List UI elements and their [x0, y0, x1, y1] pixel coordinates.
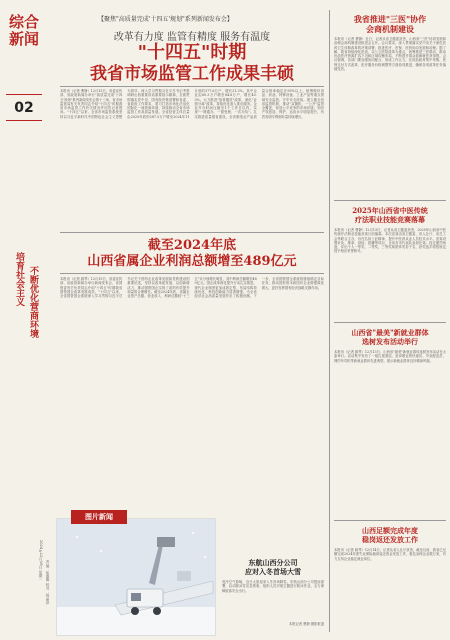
photo-caption: 受冷空气影响，近日太原迎来入冬首场降雪。东航山西分公司提前部署，启动除冰雪应急预案，组织人员对航空器进行除冰作业，全力保障旅客安全出行。: [222, 580, 324, 593]
photo-title-line1: 东航山西分公司: [248, 558, 298, 567]
right-story-3-title-line1: 山西省"最美"新就业群体: [351, 328, 429, 337]
feature-headline-line1: 截至2024年底: [147, 238, 237, 253]
right-story-1-title-line1: 我省推进"三医"协作: [353, 14, 427, 24]
story-divider: [334, 520, 446, 521]
right-story-2-title-line2: 疗法职业技能竞赛落幕: [355, 215, 425, 224]
snow-scene-image: [57, 519, 216, 636]
lead-headline-line2: 我省市场监管工作成果丰硕: [90, 64, 294, 84]
feature-divider: [60, 273, 324, 274]
right-story-4-title-line1: 山西足额完成年度: [362, 526, 418, 535]
lead-body: 本报讯（记者 曹静）12月15日，省委宣传部、省政府新闻办举行"高质量完成'十四五'规划"系列新闻发布会第十三场，省市场监管局有关负责同志介绍"十四五"时期我省市场监管工作有关情况并回答记者提问。"十四五"以来，全省市场监管系统坚持以习近平新时代中国特色社会主义思想为指导，深入学习贯彻习近平总书记考察调研山西重要讲话重要指示精神，全面贯彻落实党中央、国务院决策部署和省委、省政府工作要求，着力打造市场化法治化国际化一流营商环境，持续推动全省市场监管工作高质量发展。全省经营主体总量由2020年底的287.5万户增至2024年11月底的377.6万户，增长31.3%。其中企业由60.3万户增至84.6万户，增长40.3%。大力推进"放管服效"改革，深化"证照分离"改革，持续优化准入准出服务。企业开办时间压缩至1个工作日以内，实现"一网通办、一窗受理、一次办结"。扎实推进质量强省建设，全省制造业产品质量合格率稳定在95%以上。统筹做好食品、药品、特种设备、工业产品等重点领域安全监管，守牢安全底线。建立健全信用监管机制，推动"双随机、一公开"监管全覆盖，营造公平竞争的市场环境。知识产权创造、保护、运用水平明显提升，有效发明专利拥有量持续增长。: [60, 89, 324, 119]
editor-credit: 责编：崔盛卿 校对：杨丽萍: [46, 560, 50, 605]
section-name: 综合新闻: [8, 13, 39, 48]
right-story-2-body: 本报讯（记者 曹静）12月13日，记者从省卫健委获悉，2025年山西省中医传统疗法职业技能竞赛日前落幕。本次竞赛由省卫健委、省人社厅、省总工会等联合主办，旨在弘扬工匠精神，提升中医药从业人员技术水平。竞赛设置针灸、推拿、刮痧、拔罐等项目，全省各市代表队参加比赛。经过激烈角逐，评出个人一等奖、二等奖、三等奖和团体奖若干名，获奖选手将按规定授予相应荣誉称号。: [334, 228, 446, 254]
right-story-4-body: 本报讯（记者 姚琴）12月14日，记者从省人社厅获悉，截至目前，我省已足额完成2024年度失业保险稳岗返还资金发放工作，惠及参保企业数万家，有力支持企业稳定就业岗位。: [334, 548, 446, 561]
lead-kicker: 【聚焦"高质量完成'十四五'规划"系列新闻发布会】: [98, 16, 233, 23]
lead-divider: [60, 86, 324, 87]
right-story-1-body: 本报讯（记者 曹静）近日，记者从省卫健委获悉，山西省"三医"协同发展和治理会商机制建设推进会召开。会议要求，深入贯彻落实党中央关于深化医药卫生体制改革的决策部署，推进医疗、医保、医药协同发展和治理。据了解，我省持续深化医改，以公立医院改革为重点，统筹推进三医联动，推动优质医疗资源扩容下沉和区域均衡布局，不断提升群众看病就医获得感。会议强调，各部门要加强协同配合，形成工作合力，在药品耗材集中采购、医保支付方式改革、医疗服务价格调整等方面协同推进，确保各项改革任务落地见效。: [334, 37, 446, 72]
story-divider: [334, 200, 446, 201]
photo-credit: 本报记者 曹静 摄影报道: [288, 622, 324, 626]
right-story-2-title-line1: 2025年山西省中医传统: [352, 206, 428, 215]
right-story-3-body: 本报讯（记者 姚琴）12月13日，山西省"最美"新就业群体选树发布活动在太原举行。活动集中发布了一批扎根基层、爱岗敬业的快递员、外卖配送员、网约车司机等新就业群体先进典型，展示新就业群体良好精神风貌。: [334, 350, 446, 363]
photo-news-box: [56, 518, 216, 636]
page-number: 02: [14, 100, 34, 116]
slogan-column: 不断优化营商环境: [28, 266, 38, 338]
right-story-4-title-line2: 稳岗返还发放工作: [362, 535, 418, 544]
right-story-1-title-line2: 会商机制建设: [366, 24, 414, 34]
section-divider: [6, 94, 42, 95]
section-divider: [6, 120, 42, 121]
right-story-3-title-line2: 选树发布活动举行: [362, 337, 418, 346]
photo-title-line2: 应对入冬首场大雪: [245, 567, 301, 576]
lead-subtitle: 改革有力度 监管有精度 服务有温度: [113, 32, 271, 43]
feature-body: 本报讯（记者 姚琴）12月15日，省委宣传部、省政府新闻办举行新闻发布会，省国资委有关负责同志介绍"十四五"时期我省国资国企改革发展成效。"十四五"以来，全省国资国企系统深入学习贯彻习近平总书记关于国有企业改革发展和党的建设的重要论述，坚持以改革促发展，以创新增活力，推动国资国企实现了质的有效提升和量的合理增长。截至2024年底，省属企业资产总额、营业收入、利润总额较"十三五"末分别增长明显，其中利润总额增至489亿元。国企改革深化提升行动扎实推进，现代企业制度更加成熟定型，布局结构持续优化，科技创新能力显著增强，为全省经济社会高质量发展作出了积极贡献。下一步，全省国资国企系统将继续锚定目标任务，推动国有资本和国有企业做强做优做大，更好发挥国有经济战略支撑作用。: [60, 277, 324, 299]
slogan-column: 培育社会主义: [14, 252, 24, 306]
feature-headline-line2: 山西省属企业利润总额增至489亿元: [87, 254, 297, 269]
story-divider: [334, 322, 446, 323]
column-divider: [329, 10, 330, 632]
photo-news-label: 图片新闻: [71, 510, 127, 524]
feature-top-rule: [60, 232, 324, 233]
issue-date: 2024年12月16日 星期一: [39, 540, 43, 582]
lead-headline-line1: "十四五"时期: [137, 42, 247, 63]
masthead-strip: [0, 0, 52, 640]
